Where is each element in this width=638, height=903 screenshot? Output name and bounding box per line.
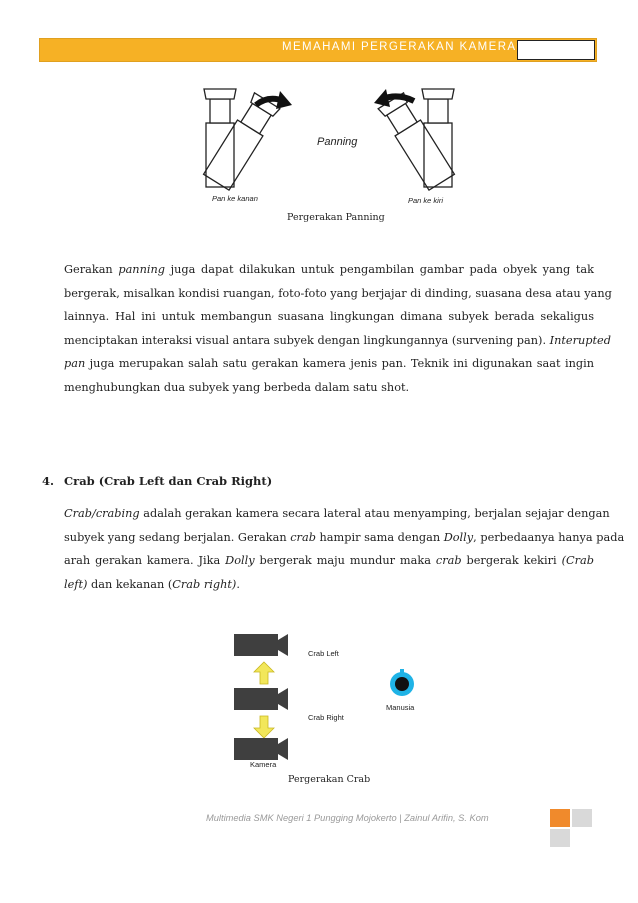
- panning-figure: [176, 75, 472, 210]
- section-number: 4.: [42, 474, 55, 488]
- text-line: lainnya. Hal ini untuk membangun suasana lingkungan dimana subyek berada sekaligus: [64, 310, 594, 324]
- header-title: MEMAHAMI PERGERAKAN KAMERA: [282, 41, 517, 53]
- paragraph-crab: [64, 502, 625, 596]
- pan-right-label: Pan ke kanan: [212, 194, 258, 203]
- manusia-label: Manusia: [386, 703, 415, 712]
- section-heading-crab: [42, 474, 272, 488]
- kamera-label: Kamera: [250, 760, 277, 768]
- pan-left-camera: [378, 89, 454, 190]
- camera-bottom: [234, 738, 288, 760]
- crab-left-label: Crab Left: [308, 649, 339, 658]
- camera-top: [234, 634, 288, 656]
- section-title: Crab (Crab Left dan Crab Right): [64, 474, 273, 488]
- text-line: left) dan kekanan (Crab right).: [64, 577, 240, 591]
- footer-square-gray: [550, 829, 570, 847]
- text-line: Crab/crabing adalah gerakan kamera secara lateral atau menyamping, berjalan sejajar dengan: [64, 507, 610, 520]
- text-line: subyek yang sedang berjalan. Gerakan crab hampir sama dengan Dolly, perbedaanya hanya pada: [64, 530, 625, 544]
- text-line: pan juga merupakan salah satu gerakan kamera jenis pan. Teknik ini digunakan saat ingin: [64, 357, 594, 371]
- text-line: menciptakan interaksi visual antara subyek dengan lingkungannya (survening pan). Interupted: [64, 333, 611, 347]
- text-line: arah gerakan kamera. Jika Dolly bergerak maju mundur maka crab bergerak kekiri (Crab: [64, 554, 594, 568]
- footer-square-orange: [550, 809, 570, 827]
- pan-left-label: Pan ke kiri: [408, 196, 444, 205]
- footer-text: Multimedia SMK Negeri 1 Pungging Mojokerto | Zainul Arifin, S. Kom: [206, 813, 489, 823]
- arrow-down: [254, 716, 274, 738]
- arrow-up: [254, 662, 274, 684]
- person-icon: [390, 669, 414, 696]
- paragraph-panning: [64, 258, 612, 400]
- pan-right-camera: [204, 89, 280, 190]
- figure-caption-panning: Pergerakan Panning: [287, 212, 385, 223]
- figure-caption-crab: Pergerakan Crab: [288, 774, 371, 785]
- camera-middle: [234, 688, 288, 710]
- text-line: bergerak, misalkan kondisi ruangan, foto-foto yang berjajar di dinding, suasana desa atau yang: [64, 286, 612, 300]
- footer-square-gray: [572, 809, 592, 827]
- header-end-box: [517, 40, 595, 60]
- panning-label: Panning: [317, 136, 358, 148]
- text-line: menghubungkan dua subyek yang berbeda dalam satu shot.: [64, 380, 410, 394]
- crab-right-label: Crab Right: [308, 713, 344, 722]
- text-line: Gerakan panning juga dapat dilakukan untuk pengambilan gambar pada obyek yang tak: [64, 263, 594, 276]
- crab-figure: [228, 628, 436, 768]
